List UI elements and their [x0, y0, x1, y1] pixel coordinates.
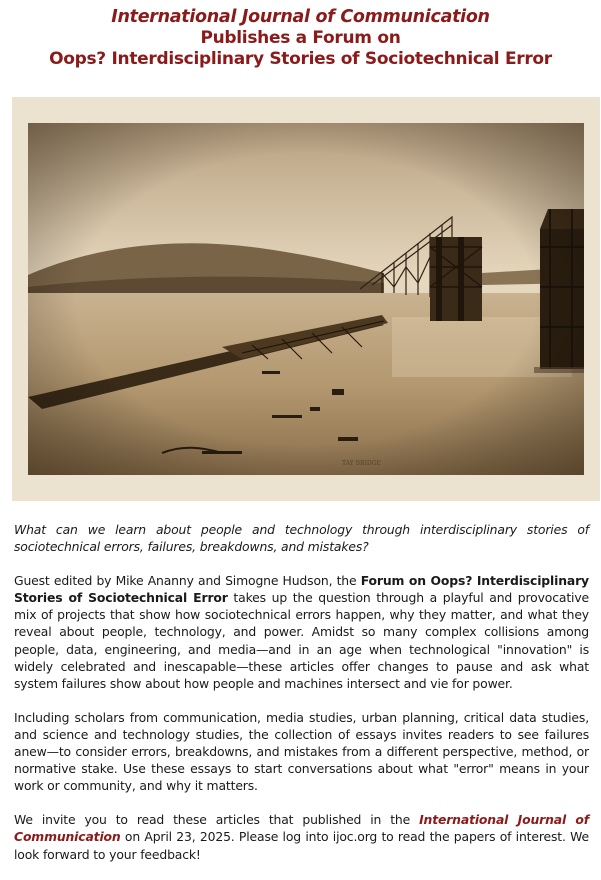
- page-header: [0, 7, 601, 70]
- paragraph-3: [14, 811, 589, 862]
- forum-title: Oops? Interdisciplinary Stories of Sociotechnical Error: [49, 49, 552, 70]
- photo-graphic: [12, 97, 600, 501]
- paragraph-1: [14, 572, 589, 692]
- forum-announcement: Publishes a Forum on: [200, 28, 401, 49]
- p3-body: on April 23, 2025. Please log into ijoc.org to read the papers of interest. We look forward to your feedback!: [14, 829, 589, 862]
- p1-body: takes up the question through a playful and provocative mix of projects that show how sociotechnical errors happen, why they matter, and what they reveal about people, technology, and power. Amidst so many complex collisions among people, data, engineering, and media—and in an age when technological "innovation" is widely celebrated and inescapable—these articles offer changes to pause and ask what system failures show about how people and machines intersect and vie for power.: [14, 590, 589, 691]
- forum-name: Forum on Oops? Interdisciplinary Stories of Sociotechnical Error: [14, 573, 589, 606]
- photo-caption: TAY BRIDGE: [342, 460, 381, 467]
- p3-intro: We invite you to read these articles that published in the: [14, 812, 420, 828]
- lead-question: What can we learn about people and technology through interdisciplinary stories of sociotechnical errors, failures, breakdowns, and mistakes?: [14, 522, 589, 555]
- photo-print: [28, 123, 584, 475]
- article-body: [14, 521, 589, 880]
- paragraph-2: Including scholars from communication, media studies, urban planning, critical data studies, and science and technology studies, the collection of essays invites readers to see failures anew—to consider errors, breakdowns, and mistakes from a different perspective, method, or normative stake. Use these essays to start conversations about what "error" means in your work or community, and why it matters.: [14, 709, 589, 794]
- p1-intro: Guest edited by Mike Ananny and Simogne Hudson, the: [14, 573, 361, 589]
- journal-title: International Journal of Communication: [111, 7, 490, 27]
- tay-bridge-photo: [12, 97, 600, 501]
- journal-link[interactable]: International Journal of Communication: [14, 812, 590, 845]
